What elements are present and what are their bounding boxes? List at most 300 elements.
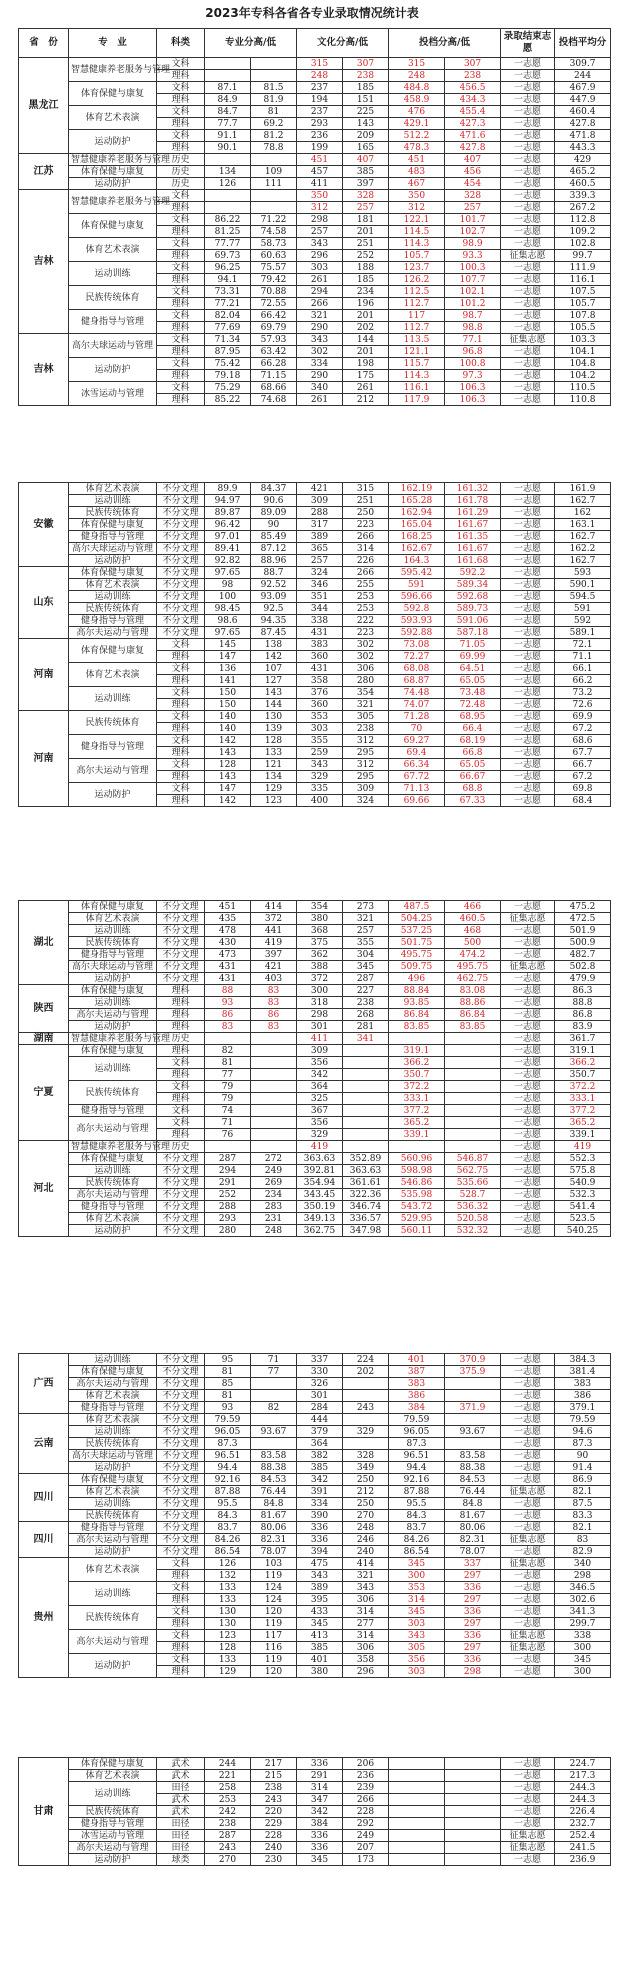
table-row <box>19 925 611 937</box>
average-cell: 111.9 <box>555 262 611 274</box>
province-cell: 山东 <box>19 567 69 639</box>
major-score-high: 435 <box>205 913 251 925</box>
final-round-cell: 一志愿 <box>501 286 555 298</box>
filing-score-low: 93.67 <box>445 1426 501 1438</box>
final-round-cell: 一志愿 <box>501 675 555 687</box>
major-score-low: 93.67 <box>251 1426 297 1438</box>
major-score-low: 103 <box>251 1558 297 1570</box>
table-row <box>19 1414 611 1426</box>
final-round-cell: 一志愿 <box>501 771 555 783</box>
filing-score-low: 100.8 <box>445 358 501 370</box>
culture-score-low: 196 <box>343 298 389 310</box>
major-score-high: 88 <box>205 985 251 997</box>
major-cell: 智慧健康养老服务与管理 <box>69 190 157 214</box>
table-row <box>19 519 611 531</box>
subject-cell: 不分文理 <box>157 1486 205 1498</box>
major-score-low: 130 <box>251 711 297 723</box>
table-row <box>19 58 611 70</box>
subject-cell: 文科 <box>157 58 205 70</box>
culture-score-high: 364 <box>297 1438 343 1450</box>
major-cell: 体育保健与康复 <box>69 166 157 178</box>
culture-score-low: 261 <box>343 382 389 394</box>
major-score-low: 123 <box>251 795 297 807</box>
culture-score-low: 321 <box>343 913 389 925</box>
major-score-high: 85 <box>205 1378 251 1390</box>
final-round-cell: 一志愿 <box>501 1474 555 1486</box>
major-score-high: 89.9 <box>205 483 251 495</box>
culture-score-high: 355 <box>297 735 343 747</box>
average-cell: 523.5 <box>555 1213 611 1225</box>
major-cell: 运动训练 <box>69 1426 157 1438</box>
table-row <box>19 1522 611 1534</box>
major-score-high: 84.9 <box>205 94 251 106</box>
filing-score-high: 126.2 <box>389 274 445 286</box>
final-round-cell: 一志愿 <box>501 1498 555 1510</box>
table-row <box>19 106 611 118</box>
average-cell: 365.2 <box>555 1117 611 1129</box>
filing-score-low: 375.9 <box>445 1366 501 1378</box>
filing-score-high <box>389 1141 445 1153</box>
major-cell: 运动防护 <box>69 1021 157 1033</box>
major-score-low: 119 <box>251 1570 297 1582</box>
major-score-high: 294 <box>205 1165 251 1177</box>
filing-score-high: 333.1 <box>389 1093 445 1105</box>
table-row <box>19 1782 611 1794</box>
filing-score-high: 71.13 <box>389 783 445 795</box>
table-row <box>19 1450 611 1462</box>
filing-score-high: 117.9 <box>389 394 445 406</box>
average-cell: 298 <box>555 1570 611 1582</box>
major-score-low: 88.38 <box>251 1462 297 1474</box>
major-cell: 智慧健康养老服务与管理 <box>69 154 157 166</box>
final-round-cell: 一志愿 <box>501 997 555 1009</box>
culture-score-high: 237 <box>297 106 343 118</box>
major-cell: 运动防护 <box>69 1654 157 1678</box>
final-round-cell: 征集志愿 <box>501 1558 555 1570</box>
subject-cell: 历史 <box>157 1141 205 1153</box>
major-score-high: 147 <box>205 651 251 663</box>
major-score-low: 144 <box>251 699 297 711</box>
major-cell: 体育艺术表演 <box>69 1558 157 1582</box>
major-score-low: 138 <box>251 639 297 651</box>
average-cell: 593 <box>555 567 611 579</box>
major-score-low: 77 <box>251 1366 297 1378</box>
culture-score-high: 321 <box>297 310 343 322</box>
major-cell: 运动训练 <box>69 1354 157 1366</box>
major-score-high: 82 <box>205 1045 251 1057</box>
subject-cell: 不分文理 <box>157 1522 205 1534</box>
final-round-cell: 征集志愿 <box>501 1630 555 1642</box>
filing-score-high <box>389 1818 445 1830</box>
major-score-low: 80.06 <box>251 1522 297 1534</box>
culture-score-low: 292 <box>343 1818 389 1830</box>
culture-score-low: 305 <box>343 711 389 723</box>
culture-score-low: 238 <box>343 70 389 82</box>
final-round-cell: 一志愿 <box>501 142 555 154</box>
final-round-cell: 征集志愿 <box>501 961 555 973</box>
subject-cell: 不分文理 <box>157 1177 205 1189</box>
subject-cell: 不分文理 <box>157 1414 205 1426</box>
major-score-low: 107 <box>251 663 297 675</box>
subject-cell: 文科 <box>157 783 205 795</box>
filing-score-low: 495.75 <box>445 961 501 973</box>
province-cell: 广西 <box>19 1354 69 1414</box>
culture-score-low <box>343 1141 389 1153</box>
filing-score-low: 297 <box>445 1618 501 1630</box>
culture-score-low: 349 <box>343 1462 389 1474</box>
filing-score-high: 483 <box>389 166 445 178</box>
subject-cell: 文科 <box>157 1582 205 1594</box>
average-cell: 236.9 <box>555 1854 611 1866</box>
average-cell: 105.5 <box>555 322 611 334</box>
subject-cell: 不分文理 <box>157 1534 205 1546</box>
culture-score-low: 354 <box>343 687 389 699</box>
average-cell: 217.3 <box>555 1770 611 1782</box>
subject-cell: 理科 <box>157 651 205 663</box>
final-round-cell: 一志愿 <box>501 106 555 118</box>
major-cell: 健身指导与管理 <box>69 1201 157 1213</box>
table-row <box>19 1830 611 1842</box>
filing-score-low: 562.75 <box>445 1165 501 1177</box>
culture-score-low <box>343 1390 389 1402</box>
major-score-low: 75.57 <box>251 262 297 274</box>
subject-cell: 理科 <box>157 985 205 997</box>
average-cell: 594.5 <box>555 591 611 603</box>
average-cell: 79.59 <box>555 1414 611 1426</box>
table-row <box>19 1818 611 1830</box>
table-row <box>19 1117 611 1129</box>
average-cell: 300 <box>555 1666 611 1678</box>
major-score-low: 84.8 <box>251 1498 297 1510</box>
culture-score-low: 201 <box>343 346 389 358</box>
culture-score-high: 317 <box>297 519 343 531</box>
subject-cell: 不分文理 <box>157 591 205 603</box>
table-row <box>19 1426 611 1438</box>
final-round-cell: 一志愿 <box>501 735 555 747</box>
filing-score-low: 336 <box>445 1606 501 1618</box>
culture-score-low: 321 <box>343 699 389 711</box>
culture-score-high: 379 <box>297 1426 343 1438</box>
major-score-high: 145 <box>205 639 251 651</box>
filing-score-low: 328 <box>445 190 501 202</box>
subject-cell: 理科 <box>157 1594 205 1606</box>
culture-score-low: 249 <box>343 1830 389 1842</box>
filing-score-low: 456 <box>445 166 501 178</box>
major-score-low: 238 <box>251 1782 297 1794</box>
culture-score-low: 151 <box>343 94 389 106</box>
subject-cell: 理科 <box>157 1129 205 1141</box>
culture-score-low: 250 <box>343 1498 389 1510</box>
filing-score-low: 592.68 <box>445 591 501 603</box>
culture-score-low: 234 <box>343 286 389 298</box>
admission-table <box>18 482 611 807</box>
subject-cell: 文科 <box>157 310 205 322</box>
filing-score-high: 74.48 <box>389 687 445 699</box>
final-round-cell: 一志愿 <box>501 1794 555 1806</box>
filing-score-low: 64.51 <box>445 663 501 675</box>
filing-score-low: 97.3 <box>445 370 501 382</box>
filing-score-low: 528.7 <box>445 1189 501 1201</box>
filing-score-high: 383 <box>389 1378 445 1390</box>
table-row <box>19 615 611 627</box>
table-row <box>19 1630 611 1642</box>
culture-score-low: 302 <box>343 651 389 663</box>
table-row <box>19 1402 611 1414</box>
major-score-high: 85.22 <box>205 394 251 406</box>
filing-score-high: 79.59 <box>389 1414 445 1426</box>
major-score-high <box>205 1141 251 1153</box>
final-round-cell: 一志愿 <box>501 747 555 759</box>
table-block <box>18 900 610 1237</box>
average-cell: 162.2 <box>555 543 611 555</box>
major-score-low <box>251 1093 297 1105</box>
average-cell: 300 <box>555 1642 611 1654</box>
average-cell: 109.2 <box>555 226 611 238</box>
major-score-low <box>251 1081 297 1093</box>
major-score-high: 97.65 <box>205 627 251 639</box>
subject-cell: 文科 <box>157 334 205 346</box>
table-row <box>19 901 611 913</box>
major-score-low: 58.73 <box>251 238 297 250</box>
filing-score-high: 353 <box>389 1582 445 1594</box>
final-round-cell: 一志愿 <box>501 178 555 190</box>
major-score-low: 87.12 <box>251 543 297 555</box>
filing-score-high <box>389 1758 445 1770</box>
filing-score-low: 546.87 <box>445 1153 501 1165</box>
culture-score-high: 475 <box>297 1558 343 1570</box>
major-score-low: 240 <box>251 1842 297 1854</box>
subject-cell: 不分文理 <box>157 1498 205 1510</box>
subject-cell: 文科 <box>157 82 205 94</box>
culture-score-low: 352.89 <box>343 1153 389 1165</box>
filing-score-high: 69.27 <box>389 735 445 747</box>
subject-cell: 不分文理 <box>157 495 205 507</box>
culture-score-low: 198 <box>343 358 389 370</box>
final-round-cell: 一志愿 <box>501 1093 555 1105</box>
final-round-cell: 一志愿 <box>501 1666 555 1678</box>
subject-cell: 理科 <box>157 723 205 735</box>
major-score-high: 97.65 <box>205 567 251 579</box>
culture-score-high: 325 <box>297 1093 343 1105</box>
table-row <box>19 1438 611 1450</box>
average-cell: 72.1 <box>555 639 611 651</box>
filing-score-high: 314 <box>389 1594 445 1606</box>
major-score-high: 143 <box>205 747 251 759</box>
average-cell: 467.9 <box>555 82 611 94</box>
filing-score-high: 487.5 <box>389 901 445 913</box>
subject-cell: 不分文理 <box>157 579 205 591</box>
culture-score-high: 309 <box>297 1045 343 1057</box>
table-row <box>19 1534 611 1546</box>
major-cell: 高尔夫运动与管理 <box>69 759 157 783</box>
average-cell: 501.9 <box>555 925 611 937</box>
province-cell: 黑龙江 <box>19 58 69 154</box>
major-score-low: 81.2 <box>251 130 297 142</box>
filing-score-high: 83.7 <box>389 1522 445 1534</box>
table-row <box>19 1177 611 1189</box>
final-round-cell: 一志愿 <box>501 603 555 615</box>
major-score-high: 142 <box>205 735 251 747</box>
major-score-high: 77.21 <box>205 298 251 310</box>
table-row <box>19 1498 611 1510</box>
table-row <box>19 1582 611 1594</box>
subject-cell: 不分文理 <box>157 1213 205 1225</box>
major-score-low: 372 <box>251 913 297 925</box>
culture-score-high: 303 <box>297 723 343 735</box>
culture-score-high: 294 <box>297 286 343 298</box>
province-cell: 甘肃 <box>19 1758 69 1866</box>
culture-score-high: 248 <box>297 70 343 82</box>
major-score-low: 119 <box>251 1654 297 1666</box>
major-cell: 高尔夫运动与管理 <box>69 1009 157 1021</box>
final-round-cell: 一志愿 <box>501 1582 555 1594</box>
culture-score-low: 250 <box>343 1474 389 1486</box>
major-score-low: 94.35 <box>251 615 297 627</box>
filing-score-low: 589.34 <box>445 579 501 591</box>
culture-score-high: 354.94 <box>297 1177 343 1189</box>
culture-score-high: 392.81 <box>297 1165 343 1177</box>
subject-cell: 理科 <box>157 1021 205 1033</box>
culture-score-low: 207 <box>343 1842 389 1854</box>
major-score-low <box>251 190 297 202</box>
province-cell: 吉林 <box>19 334 69 406</box>
filing-score-high: 598.98 <box>389 1165 445 1177</box>
culture-score-high: 390 <box>297 1510 343 1522</box>
filing-score-low: 71.05 <box>445 639 501 651</box>
major-cell: 民族传统体育 <box>69 1177 157 1189</box>
major-score-high: 71 <box>205 1117 251 1129</box>
filing-score-low <box>445 1081 501 1093</box>
table-row <box>19 483 611 495</box>
major-score-low: 215 <box>251 1770 297 1782</box>
culture-score-low: 361.61 <box>343 1177 389 1189</box>
major-cell: 体育保健与康复 <box>69 639 157 663</box>
filing-score-high <box>389 1830 445 1842</box>
major-score-high: 132 <box>205 1570 251 1582</box>
culture-score-high: 353 <box>297 711 343 723</box>
major-score-high: 79 <box>205 1093 251 1105</box>
filing-score-low: 427.8 <box>445 142 501 154</box>
major-score-high: 221 <box>205 1770 251 1782</box>
major-score-high: 73.31 <box>205 286 251 298</box>
major-cell: 体育艺术表演 <box>69 483 157 495</box>
filing-score-low <box>445 1818 501 1830</box>
province-cell: 四川 <box>19 1522 69 1558</box>
major-cell: 运动防护 <box>69 358 157 382</box>
subject-cell: 理科 <box>157 1093 205 1105</box>
subject-cell: 不分文理 <box>157 937 205 949</box>
culture-score-low: 280 <box>343 675 389 687</box>
table-row <box>19 382 611 394</box>
average-cell: 107.5 <box>555 286 611 298</box>
culture-score-low: 328 <box>343 1450 389 1462</box>
filing-score-low <box>445 1129 501 1141</box>
table-row <box>19 1213 611 1225</box>
major-score-high: 451 <box>205 901 251 913</box>
average-cell: 82.1 <box>555 1486 611 1498</box>
table-row <box>19 1546 611 1558</box>
culture-score-high: 431 <box>297 663 343 675</box>
table-row <box>19 567 611 579</box>
admission-table <box>18 28 611 406</box>
culture-score-high: 360 <box>297 699 343 711</box>
culture-score-low <box>343 1081 389 1093</box>
major-score-low <box>251 1378 297 1390</box>
final-round-cell: 一志愿 <box>501 1225 555 1237</box>
subject-cell: 理科 <box>157 1666 205 1678</box>
culture-score-high: 451 <box>297 154 343 166</box>
filing-score-low <box>445 1069 501 1081</box>
filing-score-high: 592.8 <box>389 603 445 615</box>
culture-score-high: 342 <box>297 1806 343 1818</box>
major-score-high: 130 <box>205 1606 251 1618</box>
culture-score-low: 306 <box>343 663 389 675</box>
major-cell: 运动训练 <box>69 1782 157 1806</box>
final-round-cell: 一志愿 <box>501 1105 555 1117</box>
culture-score-low: 347.98 <box>343 1225 389 1237</box>
culture-score-low: 309 <box>343 783 389 795</box>
average-cell: 232.7 <box>555 1818 611 1830</box>
culture-score-high: 266 <box>297 298 343 310</box>
culture-score-high: 296 <box>297 250 343 262</box>
average-cell: 73.2 <box>555 687 611 699</box>
culture-score-high: 395 <box>297 1594 343 1606</box>
province-cell: 江苏 <box>19 154 69 190</box>
filing-score-low: 83.85 <box>445 1021 501 1033</box>
filing-score-high: 66.34 <box>389 759 445 771</box>
major-cell: 体育保健与康复 <box>69 567 157 579</box>
filing-score-high: 86.54 <box>389 1546 445 1558</box>
filing-score-high: 387 <box>389 1366 445 1378</box>
filing-score-high: 87.88 <box>389 1486 445 1498</box>
filing-score-low: 371.9 <box>445 1402 501 1414</box>
average-cell: 162.7 <box>555 495 611 507</box>
filing-score-high: 71.28 <box>389 711 445 723</box>
filing-score-low: 161.32 <box>445 483 501 495</box>
culture-score-low: 212 <box>343 1486 389 1498</box>
major-score-high: 71.34 <box>205 334 251 346</box>
culture-score-low: 181 <box>343 214 389 226</box>
culture-score-low: 304 <box>343 949 389 961</box>
header-province: 省 份 <box>19 29 69 58</box>
final-round-cell: 一志愿 <box>501 483 555 495</box>
filing-score-high: 165.28 <box>389 495 445 507</box>
final-round-cell: 一志愿 <box>501 567 555 579</box>
culture-score-low: 397 <box>343 178 389 190</box>
major-score-low: 397 <box>251 949 297 961</box>
culture-score-high: 419 <box>297 1141 343 1153</box>
major-score-low: 134 <box>251 771 297 783</box>
filing-score-low: 337 <box>445 1558 501 1570</box>
major-score-low: 69.2 <box>251 118 297 130</box>
filing-score-low <box>445 1414 501 1426</box>
subject-cell: 文科 <box>157 190 205 202</box>
filing-score-low: 298 <box>445 1666 501 1678</box>
major-score-high: 86 <box>205 1009 251 1021</box>
subject-cell: 文科 <box>157 106 205 118</box>
major-score-high: 128 <box>205 759 251 771</box>
subject-cell: 文科 <box>157 1057 205 1069</box>
final-round-cell: 一志愿 <box>501 1378 555 1390</box>
filing-score-high: 529.95 <box>389 1213 445 1225</box>
major-score-high: 140 <box>205 711 251 723</box>
culture-score-low: 414 <box>343 1558 389 1570</box>
subject-cell: 不分文理 <box>157 1165 205 1177</box>
major-score-high: 291 <box>205 1177 251 1189</box>
culture-score-high: 300 <box>297 985 343 997</box>
final-round-cell: 一志愿 <box>501 973 555 985</box>
filing-score-high: 593.93 <box>389 615 445 627</box>
